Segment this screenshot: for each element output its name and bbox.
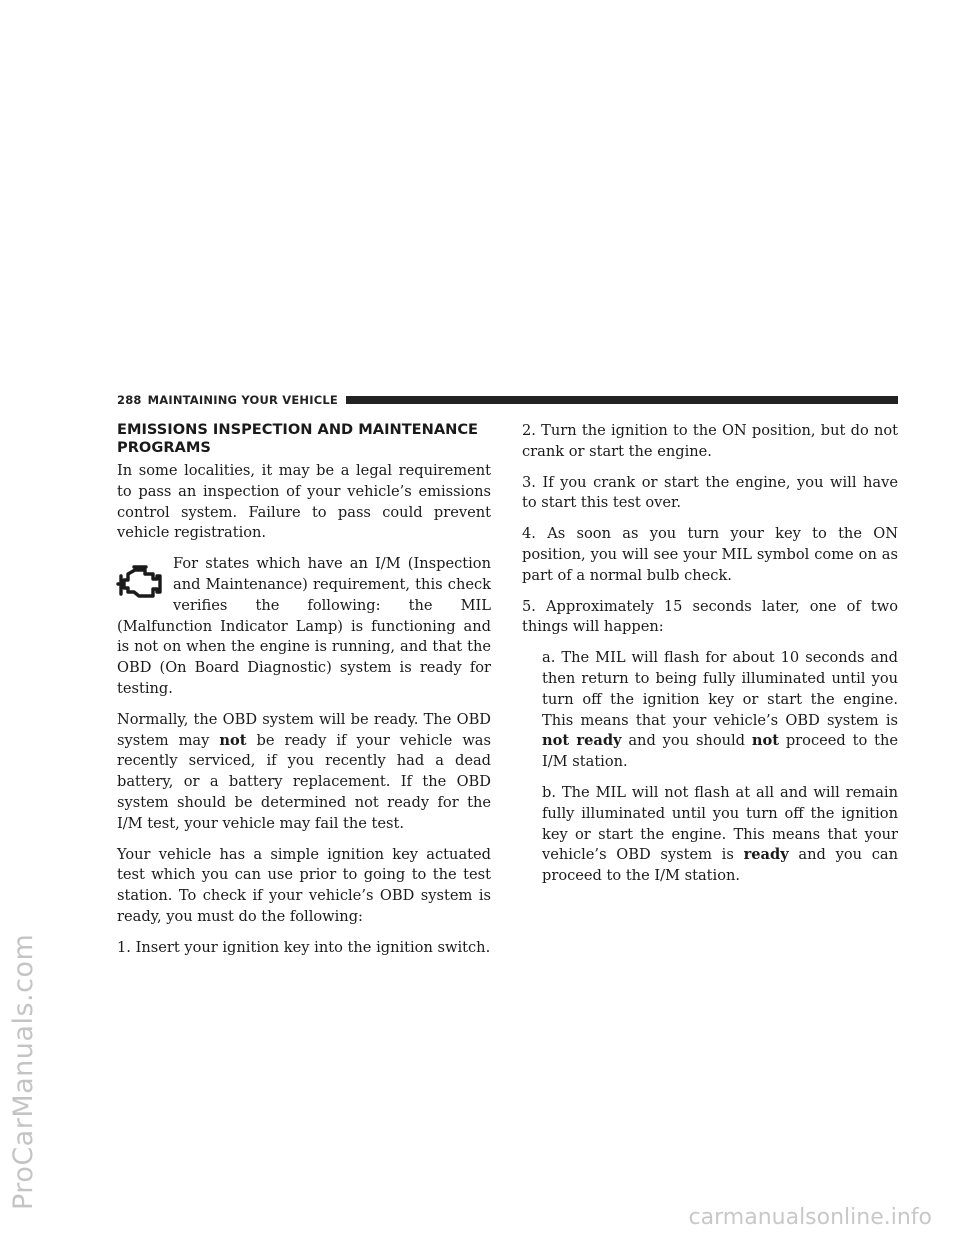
step-5b (522, 783, 898, 887)
step-2: 2. Turn the ignition to the ON position, but do not crank or start the engine. (522, 422, 898, 460)
step-5a (522, 648, 898, 773)
step-5b-text-1: b. The MIL will not flash at all and will remain fully illuminated until you turn off the ignition key or start the engine. This means that your vehicle’s OBD system is (542, 783, 898, 864)
intro-paragraph: In some localities, it may be a legal requirement to pass an inspection of your vehicle’s emissions control system. Failure to pass could prevent vehicle registration. (117, 462, 491, 542)
step-5a-text-1: a. The MIL will flash for about 10 seconds and then return to being fully illuminated until you turn off the ignition key or start the engine. This means that your vehicle’s OBD system is (542, 649, 898, 729)
step-4: 4. As soon as you turn your key to the ON position, you will see your MIL symbol come on as part of a normal bulb check. (522, 525, 898, 584)
step-5: 5. Approximately 15 seconds later, one of two things will happen: (522, 597, 898, 636)
step-1: 1. Insert your ignition key into the ignition switch. (117, 938, 491, 956)
obd-ready-bold: not (219, 731, 247, 749)
step-5a-bold-2: not (751, 732, 779, 750)
left-column (117, 421, 491, 969)
footer-watermark: carmanualsonline.info (688, 1205, 932, 1230)
obd-ready-paragraph (117, 710, 491, 835)
im-requirement-text: For states which have an I/M (Inspection and Maintenance) requirement, this check verifies the following: the MIL (Malfunction Indicator Lamp) is functioning and is not on when the engine is running, and that the OBD (On Board Diagnostic) system is ready for testing. (117, 555, 491, 697)
step-5a-text-2: and you should (621, 732, 752, 750)
key-test-paragraph: Your vehicle has a simple ignition key actuated test which you can use prior to going to the test station. To check if your vehicle’s OBD system is ready, you must do the following: (117, 845, 491, 925)
step-5b-text-2: and you can proceed to the I/M station. (542, 846, 899, 885)
page-number: 288 (117, 393, 142, 407)
section-heading: EMISSIONS INSPECTION AND MAINTENANCE PROGRAMS (117, 421, 479, 456)
step-5a-text-3: proceed to the I/M station. (542, 732, 898, 771)
im-requirement-paragraph (117, 554, 491, 700)
page-header (117, 392, 898, 408)
step-3: 3. If you crank or start the engine, you will have to start this test over. (522, 473, 898, 512)
obd-ready-text-a: Normally, the OBD system will be ready. The OBD system may (117, 710, 491, 749)
obd-ready-text-b: be ready if your vehicle was recently serviced, if you recently had a dead battery, or a battery replacement. If the OBD system should be determined not ready for the I/M test, your vehicle may fail the test. (117, 731, 492, 832)
header-rule (346, 396, 898, 404)
side-watermark: ProCarManuals.com (8, 933, 39, 1210)
check-engine-icon (115, 560, 165, 608)
right-column (522, 421, 898, 897)
step-5b-bold: ready (743, 846, 789, 864)
section-title: MAINTAINING YOUR VEHICLE (147, 393, 338, 407)
step-5a-bold-1: not ready (542, 732, 622, 750)
